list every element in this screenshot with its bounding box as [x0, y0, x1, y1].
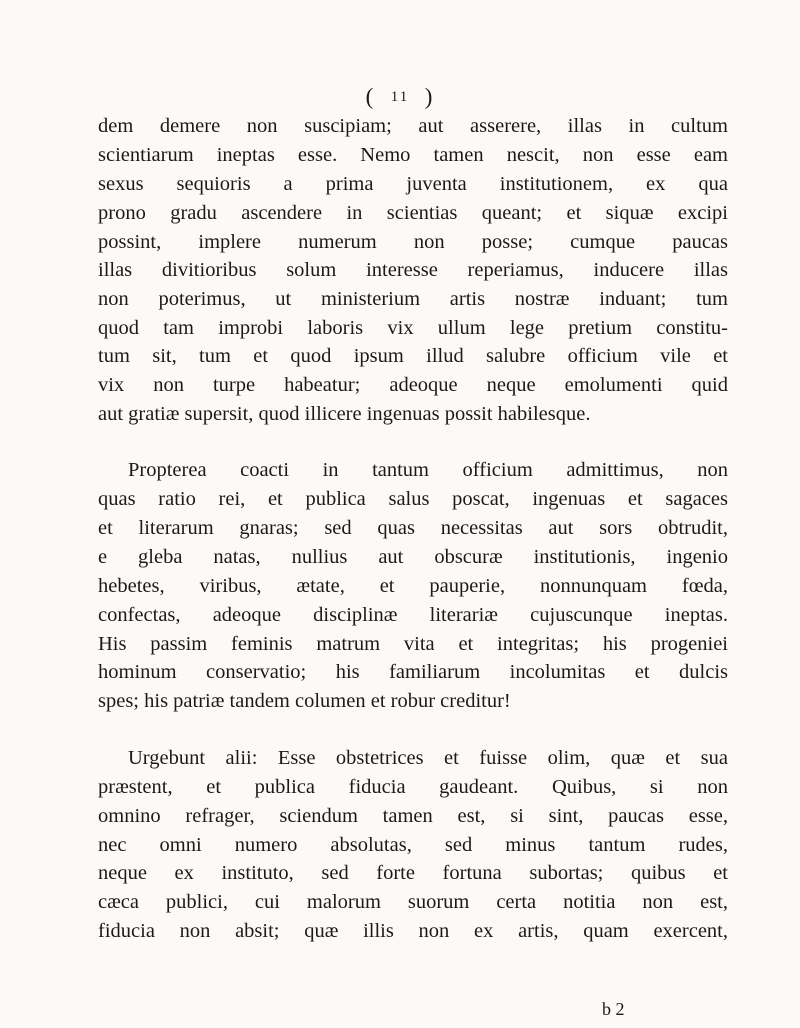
text-line: præstent, et publica fiducia gaudeant. Quibus, si non — [98, 776, 728, 798]
page-header-open-paren: ( — [365, 84, 376, 109]
text-line: dem demere non suscipiam; aut asserere, illas in cultum — [98, 115, 728, 137]
text-line: His passim feminis matrum vita et integritas; his progeniei — [98, 633, 728, 655]
page-number: 11 — [390, 89, 410, 105]
text-line: fiducia non absit; quæ illis non ex artis, quam exercent, — [98, 920, 728, 942]
page-header-close-paren: ) — [424, 84, 435, 109]
text-line: spes; his patriæ tandem columen et robur creditur! — [98, 690, 511, 712]
text-line: e gleba natas, nullius aut obscuræ institutionis, ingenio — [98, 546, 728, 568]
text-line: quas ratio rei, et publica salus poscat, ingenuas et sagaces — [98, 488, 728, 510]
text-line: vix non turpe habeatur; adeoque neque emolumenti quid — [98, 374, 728, 396]
text-line: nec omni numero absolutas, sed minus tantum rudes, — [98, 834, 728, 856]
text-line: confectas, adeoque disciplinæ literariæ cujuscunque ineptas. — [98, 604, 728, 626]
text-line: Urgebunt alii: Esse obstetrices et fuisse olim, quæ et sua — [128, 747, 728, 769]
text-line: quod tam improbi laboris vix ullum lege pretium constitu- — [98, 317, 728, 339]
text-line: scientiarum ineptas esse. Nemo tamen nescit, non esse eam — [98, 144, 728, 166]
text-line: illas divitioribus solum interesse reperiamus, inducere illas — [98, 259, 728, 281]
text-line: tum sit, tum et quod ipsum illud salubre officium vile et — [98, 345, 728, 367]
signature-mark: b 2 — [602, 999, 625, 1019]
text-line: neque ex instituto, sed forte fortuna subortas; quibus et — [98, 862, 728, 884]
text-line: cæca publici, cui malorum suorum certa notitia non est, — [98, 891, 728, 913]
text-line: omnino refrager, sciendum tamen est, si sint, paucas esse, — [98, 805, 728, 827]
text-line: et literarum gnaras; sed quas necessitas aut sors obtrudit, — [98, 517, 728, 539]
text-line: non poterimus, ut ministerium artis nostræ induant; tum — [98, 288, 728, 310]
text-line: Propterea coacti in tantum officium admittimus, non — [128, 459, 728, 481]
page-header — [0, 84, 800, 110]
text-line: hebetes, viribus, ætate, et pauperie, nonnunquam fœda, — [98, 575, 728, 597]
text-line: possint, implere numerum non posse; cumque paucas — [98, 231, 728, 253]
text-line: sexus sequioris a prima juventa institutionem, ex qua — [98, 173, 728, 195]
text-line: prono gradu ascendere in scientias queant; et siquæ excipi — [98, 202, 728, 224]
text-line: aut gratiæ supersit, quod illicere ingenuas possit habilesque. — [98, 403, 591, 425]
text-line: hominum conservatio; his familiarum incolumitas et dulcis — [98, 661, 728, 683]
